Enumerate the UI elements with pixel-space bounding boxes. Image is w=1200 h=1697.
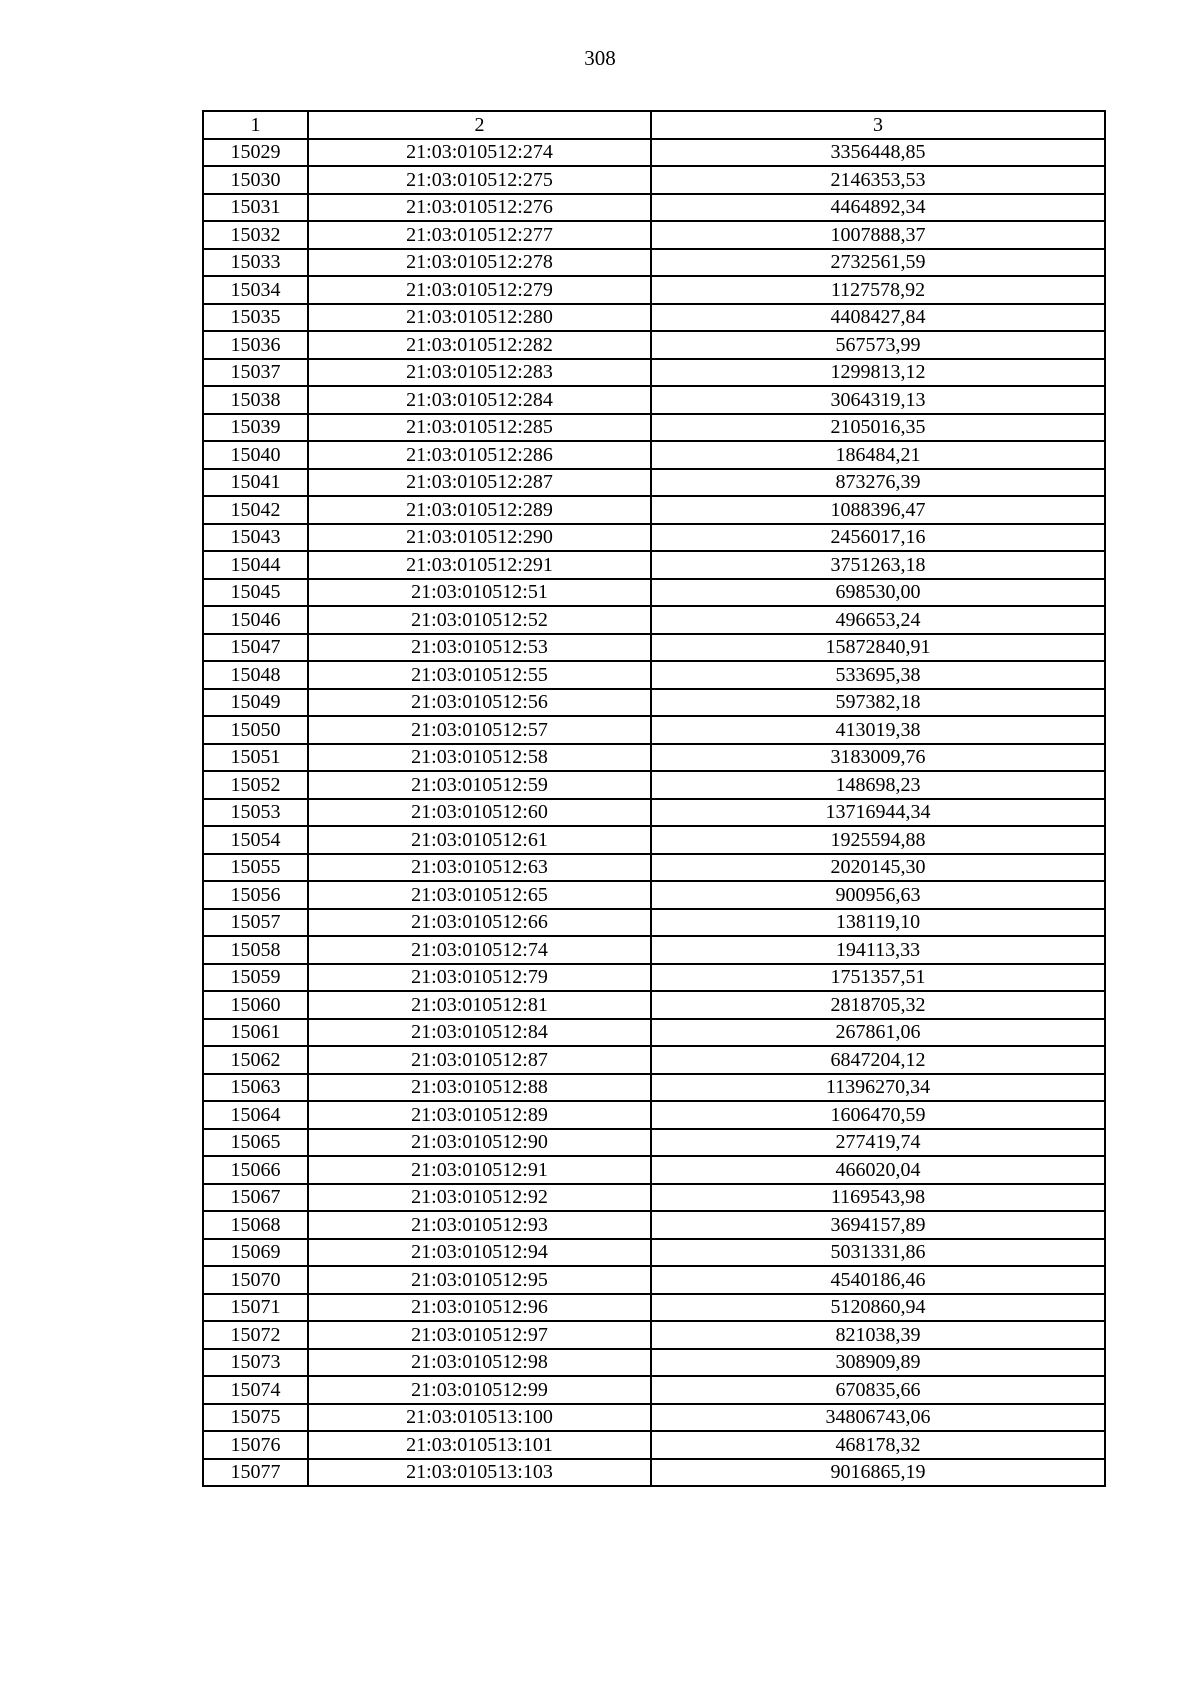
cadastral-number-cell: 21:03:010512:274 <box>308 139 651 167</box>
value-cell: 277419,74 <box>651 1129 1105 1157</box>
value-cell: 2732561,59 <box>651 249 1105 277</box>
table-row <box>203 1211 1105 1239</box>
table-row <box>203 1184 1105 1212</box>
table-row <box>203 166 1105 194</box>
page-number: 308 <box>584 46 616 70</box>
cadastral-number-cell: 21:03:010512:90 <box>308 1129 651 1157</box>
table-row <box>203 1074 1105 1102</box>
cadastral-number-cell: 21:03:010512:61 <box>308 826 651 854</box>
value-cell: 1169543,98 <box>651 1184 1105 1212</box>
cadastral-number-cell: 21:03:010512:284 <box>308 386 651 414</box>
cadastral-number-cell: 21:03:010512:93 <box>308 1211 651 1239</box>
table-row <box>203 634 1105 662</box>
row-number-cell: 15065 <box>203 1129 308 1157</box>
table-row <box>203 496 1105 524</box>
column-header-3: 3 <box>651 111 1105 139</box>
row-number-cell: 15046 <box>203 606 308 634</box>
cadastral-number-cell: 21:03:010512:98 <box>308 1349 651 1377</box>
row-number-cell: 15049 <box>203 689 308 717</box>
value-cell: 567573,99 <box>651 331 1105 359</box>
table-row <box>203 1349 1105 1377</box>
cadastral-number-cell: 21:03:010512:66 <box>308 909 651 937</box>
row-number-cell: 15058 <box>203 936 308 964</box>
cadastral-number-cell: 21:03:010512:283 <box>308 359 651 387</box>
value-cell: 6847204,12 <box>651 1046 1105 1074</box>
table-row <box>203 936 1105 964</box>
value-cell: 13716944,34 <box>651 799 1105 827</box>
cadastral-number-cell: 21:03:010512:84 <box>308 1019 651 1047</box>
cadastral-number-cell: 21:03:010512:94 <box>308 1239 651 1267</box>
value-cell: 1007888,37 <box>651 221 1105 249</box>
row-number-cell: 15041 <box>203 469 308 497</box>
cadastral-number-cell: 21:03:010512:56 <box>308 689 651 717</box>
cadastral-number-cell: 21:03:010512:277 <box>308 221 651 249</box>
row-number-cell: 15031 <box>203 194 308 222</box>
cadastral-number-cell: 21:03:010512:97 <box>308 1321 651 1349</box>
table-row <box>203 606 1105 634</box>
value-cell: 15872840,91 <box>651 634 1105 662</box>
cadastral-number-cell: 21:03:010513:101 <box>308 1431 651 1459</box>
data-table <box>202 110 1106 1487</box>
row-number-cell: 15072 <box>203 1321 308 1349</box>
value-cell: 2818705,32 <box>651 991 1105 1019</box>
table-row <box>203 139 1105 167</box>
value-cell: 821038,39 <box>651 1321 1105 1349</box>
table-row <box>203 826 1105 854</box>
cadastral-number-cell: 21:03:010512:291 <box>308 551 651 579</box>
cadastral-number-cell: 21:03:010512:279 <box>308 276 651 304</box>
value-cell: 873276,39 <box>651 469 1105 497</box>
cadastral-number-cell: 21:03:010512:96 <box>308 1294 651 1322</box>
row-number-cell: 15063 <box>203 1074 308 1102</box>
row-number-cell: 15030 <box>203 166 308 194</box>
value-cell: 186484,21 <box>651 441 1105 469</box>
value-cell: 2020145,30 <box>651 854 1105 882</box>
table-row <box>203 331 1105 359</box>
cadastral-number-cell: 21:03:010512:290 <box>308 524 651 552</box>
table-row <box>203 414 1105 442</box>
cadastral-number-cell: 21:03:010512:63 <box>308 854 651 882</box>
table-row <box>203 441 1105 469</box>
row-number-cell: 15054 <box>203 826 308 854</box>
cadastral-number-cell: 21:03:010512:282 <box>308 331 651 359</box>
cadastral-number-cell: 21:03:010512:99 <box>308 1376 651 1404</box>
cadastral-number-cell: 21:03:010512:58 <box>308 744 651 772</box>
value-cell: 2456017,16 <box>651 524 1105 552</box>
row-number-cell: 15060 <box>203 991 308 1019</box>
table-row <box>203 1129 1105 1157</box>
value-cell: 5120860,94 <box>651 1294 1105 1322</box>
table-row <box>203 964 1105 992</box>
value-cell: 670835,66 <box>651 1376 1105 1404</box>
cadastral-number-cell: 21:03:010512:74 <box>308 936 651 964</box>
value-cell: 413019,38 <box>651 716 1105 744</box>
cadastral-number-cell: 21:03:010512:53 <box>308 634 651 662</box>
table-row <box>203 579 1105 607</box>
row-number-cell: 15036 <box>203 331 308 359</box>
row-number-cell: 15053 <box>203 799 308 827</box>
value-cell: 3751263,18 <box>651 551 1105 579</box>
value-cell: 1606470,59 <box>651 1101 1105 1129</box>
table-row <box>203 386 1105 414</box>
table-row <box>203 1459 1105 1487</box>
value-cell: 4408427,84 <box>651 304 1105 332</box>
row-number-cell: 15070 <box>203 1266 308 1294</box>
cadastral-number-cell: 21:03:010512:88 <box>308 1074 651 1102</box>
value-cell: 4540186,46 <box>651 1266 1105 1294</box>
value-cell: 1925594,88 <box>651 826 1105 854</box>
cadastral-number-cell: 21:03:010512:81 <box>308 991 651 1019</box>
table-row <box>203 771 1105 799</box>
table-row <box>203 881 1105 909</box>
row-number-cell: 15057 <box>203 909 308 937</box>
table-row <box>203 716 1105 744</box>
row-number-cell: 15029 <box>203 139 308 167</box>
row-number-cell: 15076 <box>203 1431 308 1459</box>
table-row <box>203 1046 1105 1074</box>
table-row <box>203 1156 1105 1184</box>
cadastral-number-cell: 21:03:010512:59 <box>308 771 651 799</box>
value-cell: 5031331,86 <box>651 1239 1105 1267</box>
cadastral-number-cell: 21:03:010512:278 <box>308 249 651 277</box>
row-number-cell: 15045 <box>203 579 308 607</box>
table-row <box>203 1404 1105 1432</box>
table-row <box>203 1239 1105 1267</box>
table-row <box>203 194 1105 222</box>
value-cell: 267861,06 <box>651 1019 1105 1047</box>
cadastral-number-cell: 21:03:010512:285 <box>308 414 651 442</box>
value-cell: 34806743,06 <box>651 1404 1105 1432</box>
row-number-cell: 15033 <box>203 249 308 277</box>
table-row <box>203 276 1105 304</box>
row-number-cell: 15047 <box>203 634 308 662</box>
table-row <box>203 359 1105 387</box>
row-number-cell: 15037 <box>203 359 308 387</box>
row-number-cell: 15039 <box>203 414 308 442</box>
row-number-cell: 15038 <box>203 386 308 414</box>
table-row <box>203 469 1105 497</box>
value-cell: 9016865,19 <box>651 1459 1105 1487</box>
value-cell: 466020,04 <box>651 1156 1105 1184</box>
table-row <box>203 1101 1105 1129</box>
table-row <box>203 1266 1105 1294</box>
value-cell: 1751357,51 <box>651 964 1105 992</box>
row-number-cell: 15061 <box>203 1019 308 1047</box>
row-number-cell: 15071 <box>203 1294 308 1322</box>
cadastral-number-cell: 21:03:010512:87 <box>308 1046 651 1074</box>
value-cell: 496653,24 <box>651 606 1105 634</box>
cadastral-number-cell: 21:03:010512:286 <box>308 441 651 469</box>
value-cell: 533695,38 <box>651 661 1105 689</box>
value-cell: 1127578,92 <box>651 276 1105 304</box>
table-row <box>203 744 1105 772</box>
value-cell: 138119,10 <box>651 909 1105 937</box>
row-number-cell: 15051 <box>203 744 308 772</box>
row-number-cell: 15048 <box>203 661 308 689</box>
cadastral-number-cell: 21:03:010512:57 <box>308 716 651 744</box>
table-row <box>203 1019 1105 1047</box>
cadastral-number-cell: 21:03:010513:100 <box>308 1404 651 1432</box>
table-body <box>203 139 1105 1487</box>
table-row <box>203 221 1105 249</box>
value-cell: 11396270,34 <box>651 1074 1105 1102</box>
row-number-cell: 15032 <box>203 221 308 249</box>
row-number-cell: 15073 <box>203 1349 308 1377</box>
value-cell: 4464892,34 <box>651 194 1105 222</box>
row-number-cell: 15077 <box>203 1459 308 1487</box>
cadastral-number-cell: 21:03:010512:52 <box>308 606 651 634</box>
row-number-cell: 15059 <box>203 964 308 992</box>
row-number-cell: 15035 <box>203 304 308 332</box>
cadastral-number-cell: 21:03:010512:91 <box>308 1156 651 1184</box>
table-row <box>203 1376 1105 1404</box>
value-cell: 468178,32 <box>651 1431 1105 1459</box>
row-number-cell: 15052 <box>203 771 308 799</box>
table-header-row <box>203 111 1105 139</box>
value-cell: 900956,63 <box>651 881 1105 909</box>
cadastral-number-cell: 21:03:010512:60 <box>308 799 651 827</box>
cadastral-number-cell: 21:03:010512:95 <box>308 1266 651 1294</box>
table-row <box>203 1321 1105 1349</box>
cadastral-number-cell: 21:03:010512:289 <box>308 496 651 524</box>
row-number-cell: 15056 <box>203 881 308 909</box>
row-number-cell: 15075 <box>203 1404 308 1432</box>
row-number-cell: 15040 <box>203 441 308 469</box>
value-cell: 3694157,89 <box>651 1211 1105 1239</box>
row-number-cell: 15067 <box>203 1184 308 1212</box>
table-row <box>203 524 1105 552</box>
row-number-cell: 15062 <box>203 1046 308 1074</box>
row-number-cell: 15042 <box>203 496 308 524</box>
value-cell: 3183009,76 <box>651 744 1105 772</box>
value-cell: 148698,23 <box>651 771 1105 799</box>
row-number-cell: 15034 <box>203 276 308 304</box>
cadastral-number-cell: 21:03:010512:89 <box>308 1101 651 1129</box>
table-row <box>203 304 1105 332</box>
value-cell: 3356448,85 <box>651 139 1105 167</box>
table-row <box>203 854 1105 882</box>
row-number-cell: 15043 <box>203 524 308 552</box>
value-cell: 3064319,13 <box>651 386 1105 414</box>
value-cell: 597382,18 <box>651 689 1105 717</box>
value-cell: 1088396,47 <box>651 496 1105 524</box>
value-cell: 1299813,12 <box>651 359 1105 387</box>
row-number-cell: 15069 <box>203 1239 308 1267</box>
row-number-cell: 15074 <box>203 1376 308 1404</box>
row-number-cell: 15068 <box>203 1211 308 1239</box>
cadastral-number-cell: 21:03:010512:65 <box>308 881 651 909</box>
table-row <box>203 991 1105 1019</box>
table-row <box>203 249 1105 277</box>
table-row <box>203 1294 1105 1322</box>
row-number-cell: 15064 <box>203 1101 308 1129</box>
row-number-cell: 15050 <box>203 716 308 744</box>
row-number-cell: 15044 <box>203 551 308 579</box>
value-cell: 2105016,35 <box>651 414 1105 442</box>
cadastral-number-cell: 21:03:010512:287 <box>308 469 651 497</box>
row-number-cell: 15055 <box>203 854 308 882</box>
cadastral-number-cell: 21:03:010512:51 <box>308 579 651 607</box>
cadastral-number-cell: 21:03:010512:275 <box>308 166 651 194</box>
row-number-cell: 15066 <box>203 1156 308 1184</box>
value-cell: 698530,00 <box>651 579 1105 607</box>
value-cell: 2146353,53 <box>651 166 1105 194</box>
cadastral-number-cell: 21:03:010512:79 <box>308 964 651 992</box>
table-row <box>203 799 1105 827</box>
table-row <box>203 551 1105 579</box>
cadastral-number-cell: 21:03:010513:103 <box>308 1459 651 1487</box>
value-cell: 308909,89 <box>651 1349 1105 1377</box>
cadastral-number-cell: 21:03:010512:280 <box>308 304 651 332</box>
column-header-1: 1 <box>203 111 308 139</box>
table-row <box>203 909 1105 937</box>
cadastral-number-cell: 21:03:010512:276 <box>308 194 651 222</box>
table-row <box>203 1431 1105 1459</box>
column-header-2: 2 <box>308 111 651 139</box>
value-cell: 194113,33 <box>651 936 1105 964</box>
table-row <box>203 661 1105 689</box>
cadastral-number-cell: 21:03:010512:55 <box>308 661 651 689</box>
table-row <box>203 689 1105 717</box>
cadastral-number-cell: 21:03:010512:92 <box>308 1184 651 1212</box>
